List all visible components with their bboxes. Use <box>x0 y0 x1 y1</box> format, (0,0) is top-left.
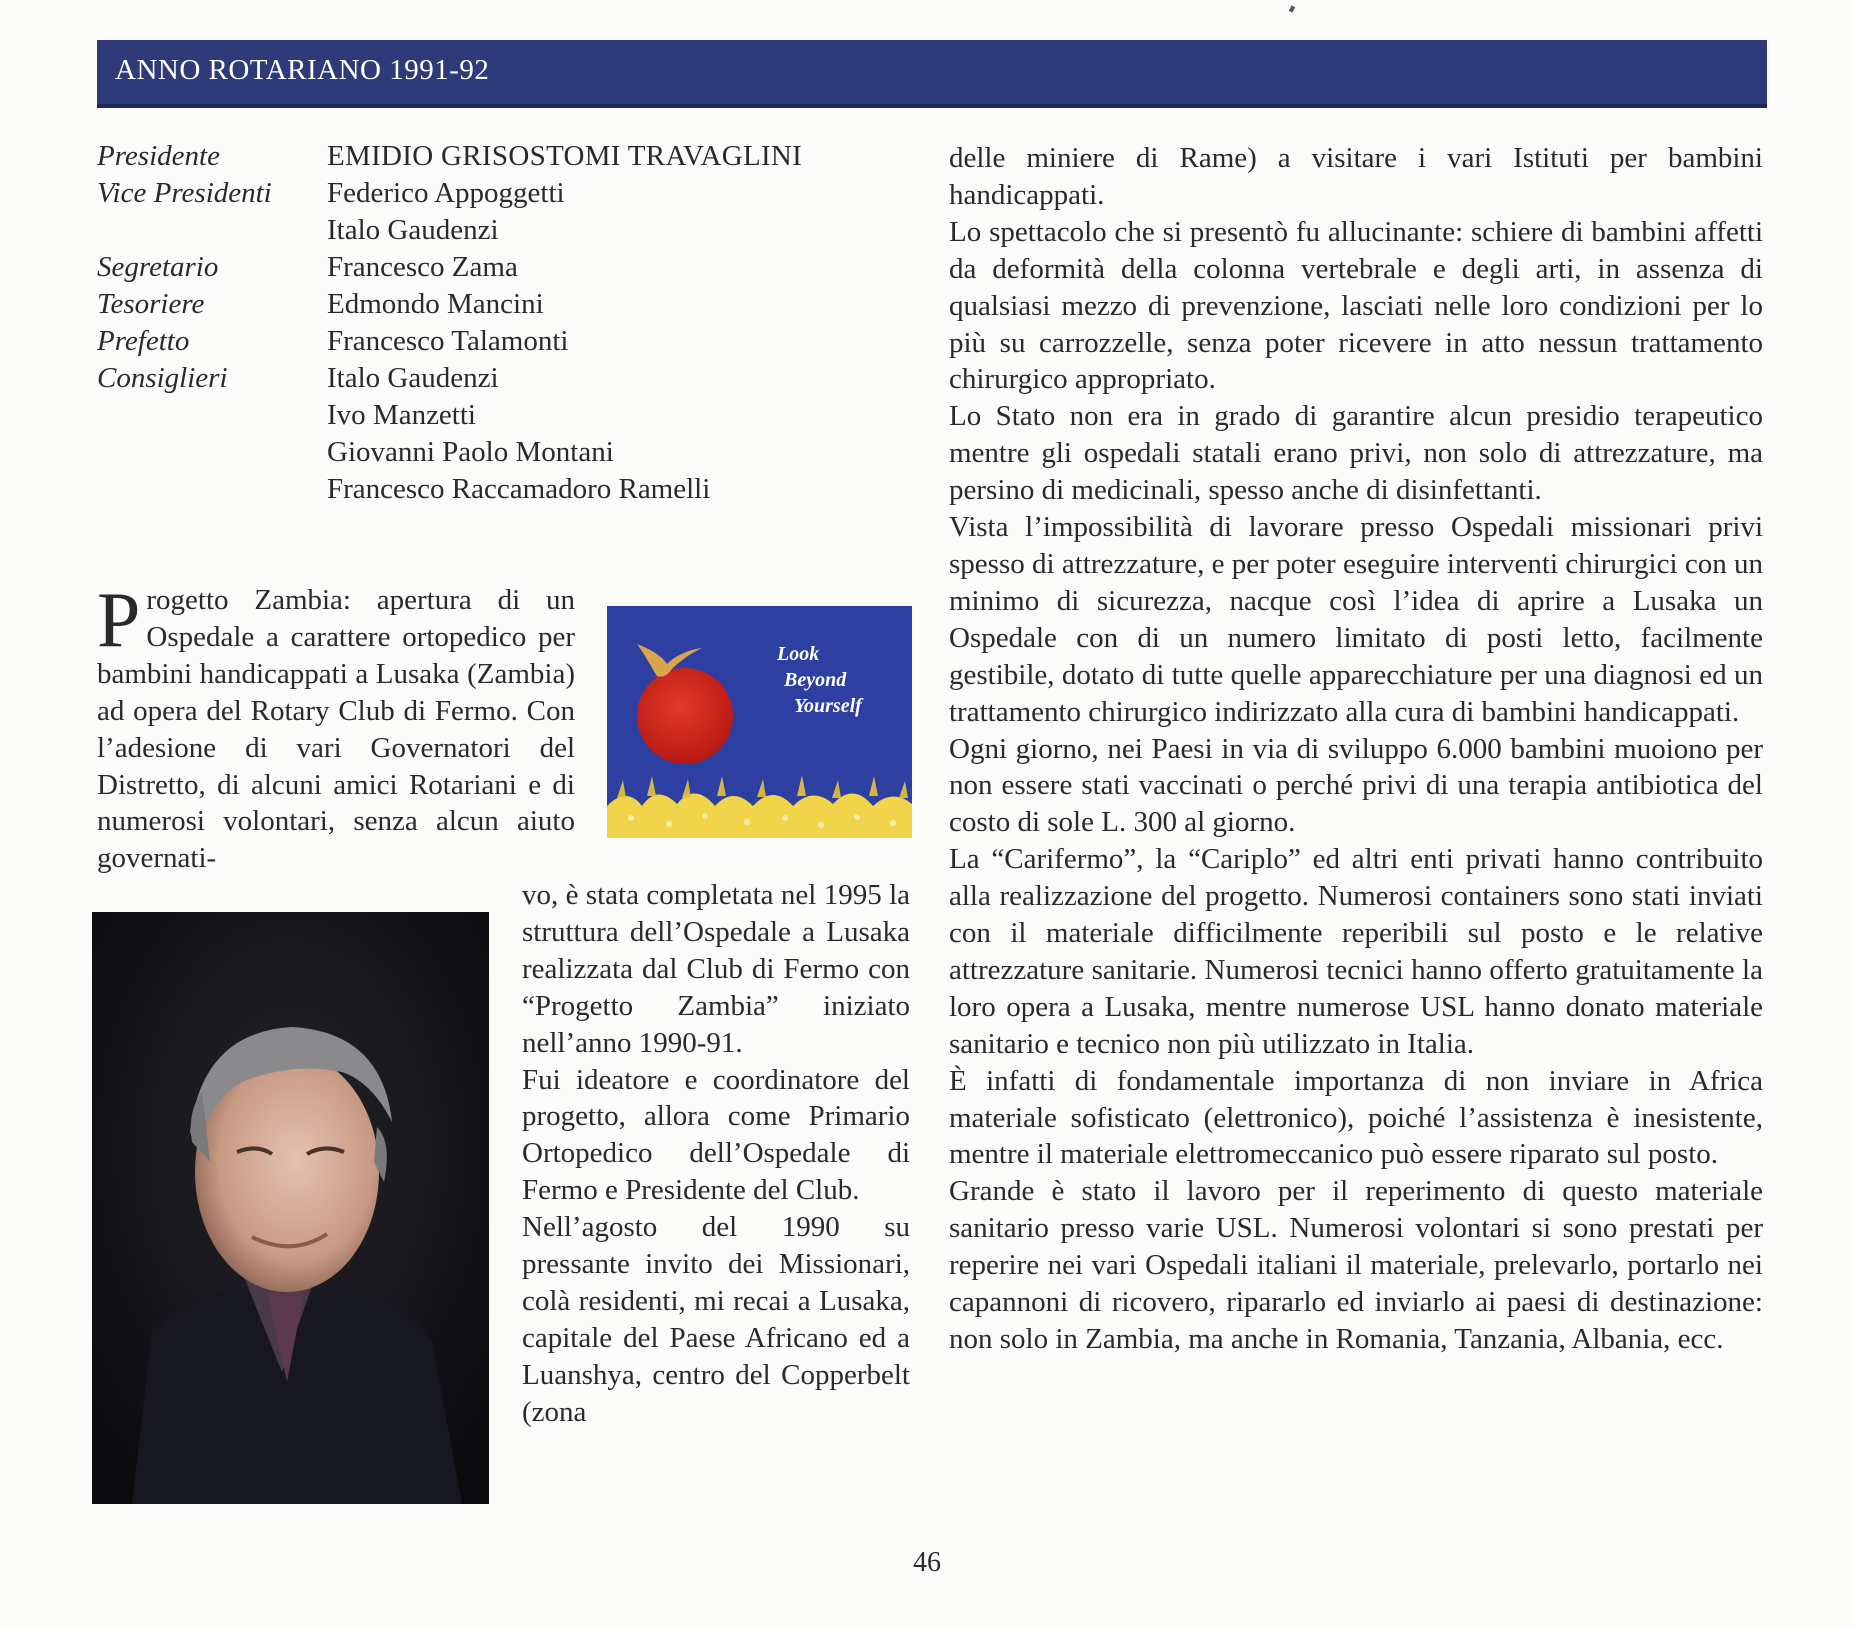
logo-artwork <box>607 606 912 838</box>
section-header-bar <box>97 40 1767 108</box>
president-name: EMIDIO GRISOSTOMI TRAVAGLINI <box>327 140 803 172</box>
roster-names <box>327 138 887 508</box>
paragraph: Grande è stato il lavoro per il reperimento di questo materiale sanitario presso varie USL. Numerosi volontari si sono prestati per reperire nei vari Ospedali italiani il materiale, prelevarlo, portarlo nei capannoni di ricovero, ripararlo ed inviarlo ai paesi di destinazione: non solo in Zambia, ma anche in Romania, Tanzania, Albania, ecc. <box>949 1175 1763 1355</box>
logo-text-yourself: Yourself <box>794 695 862 717</box>
paragraph: Nell’agosto del 1990 su pressante invito dei Missionari, colà residenti, mi recai a Lusaka, capitale del Paese Africano ed a Luanshya, centro del Copperbelt (zona <box>522 1211 910 1428</box>
paragraph: Vista l’impossibilità di lavorare presso Ospedali missionari privi spesso di attrezzature, e per poter eseguire interventi chirurgici con un minimo di sicurezza, nacque così l’idea di aprire a Lusaka un Ospedale con di un numero limitato di posti letto, facilmente gestibile, dotato di tutte quelle apparecchiature per una diagnosi ed un trattamento chirurgico indirizzato alla cura di bambini handicappati. <box>949 511 1763 728</box>
role-treasurer: Tesoriere <box>97 288 205 320</box>
stray-mark <box>1289 5 1295 12</box>
look-beyond-yourself-logo <box>607 606 912 838</box>
paragraph: delle miniere di Rame) a visitare i vari Istituti per bambini handicappati. <box>949 142 1763 211</box>
paragraph: vo, è stata completata nel 1995 la struttura dell’Ospedale a Lusaka realizzata dal Club di Fermo con “Progetto Zambia” iniziato nell’anno 1990-91. <box>522 879 910 1059</box>
paragraph: Lo spettacolo che si presentò fu allucinante: schiere di bambini affetti da deformità della colonna vertebrale e degli arti, in assenza di qualsiasi mezzo di prevenzione, lasciati nelle loro condizioni per lo più su carrozzelle, senza poter ricevere in atto nessun trattamento chirurgico appropriato. <box>949 215 1763 396</box>
councillor-name: Giovanni Paolo Montani <box>327 436 614 468</box>
article-right-column <box>949 140 1763 1358</box>
portrait-artwork <box>92 912 489 1504</box>
logo-text-look: Look <box>777 643 820 665</box>
dropcap-letter: P <box>97 576 141 663</box>
role-president: Presidente <box>97 140 220 172</box>
role-prefect: Prefetto <box>97 325 190 357</box>
sun-shape <box>637 668 733 764</box>
councillor-name: Ivo Manzetti <box>327 399 476 431</box>
article-intro <box>97 576 575 877</box>
paragraph: Ogni giorno, nei Paesi in via di sviluppo 6.000 bambini muoiono per non essere stati vaccinati o perché privi di una terapia antibiotica del costo di sole L. 300 al giorno. <box>949 732 1763 839</box>
secretary-name: Francesco Zama <box>327 251 518 283</box>
paragraph: Fui ideatore e coordinatore del progetto, allora come Primario Ortopedico dell’Ospedale di Fermo e Presidente del Club. <box>522 1063 910 1207</box>
prefect-name: Francesco Talamonti <box>327 325 569 357</box>
role-vice-presidents: Vice Presidenti <box>97 177 272 209</box>
section-title: ANNO ROTARIANO 1991-92 <box>115 54 490 86</box>
paragraph: Lo Stato non era in grado di garantire alcun presidio terapeutico mentre gli ospedali statali erano privi, non solo di attrezzature, ma persino di medicinali, spesso anche di disinfettanti. <box>949 400 1763 507</box>
councillor-name: Italo Gaudenzi <box>327 362 499 394</box>
vice-president-name: Federico Appoggetti <box>327 177 565 209</box>
role-councillors: Consiglieri <box>97 362 228 394</box>
roster-roles <box>97 138 317 397</box>
intro-paragraph: rogetto Zambia: apertura di un Ospedale a carattere ortopedico per bambini handicappati a Lusaka (Zambia) ad opera del Rotary Club di Fermo. Con l’adesione di vari Governatori del Distretto, di alcuni amici Rotariani e di numerosi volontari, senza alcun aiuto governati- <box>97 584 575 875</box>
councillor-name: Francesco Raccamadoro Ramelli <box>327 473 711 505</box>
paragraph: È infatti di fondamentale importanza di non inviare in Africa materiale sofisticato (elettronico), poiché l’assistenza è inesistente, mentre il materiale elettromeccanico può essere riparato sul posto. <box>949 1064 1763 1171</box>
logo-text-beyond: Beyond <box>784 669 847 691</box>
page-number: 46 <box>913 1547 941 1578</box>
article-middle-column <box>522 877 910 1431</box>
treasurer-name: Edmondo Mancini <box>327 288 544 320</box>
paragraph: La “Carifermo”, la “Cariplo” ed altri enti privati hanno contribuito alla realizzazione del progetto. Numerosi containers sono stati inviati con il materiale difficilmente reperibili sul posto e le relative attrezzature sanitarie. Numerosi tecnici hanno offerto gratuitamente la loro opera a Lusaka, mentre numerose USL hanno donato materiale sanitario e tecnico non più utilizzato in Italia. <box>949 843 1763 1060</box>
president-portrait-photo <box>92 912 489 1504</box>
role-secretary: Segretario <box>97 251 219 283</box>
vice-president-name: Italo Gaudenzi <box>327 214 499 246</box>
